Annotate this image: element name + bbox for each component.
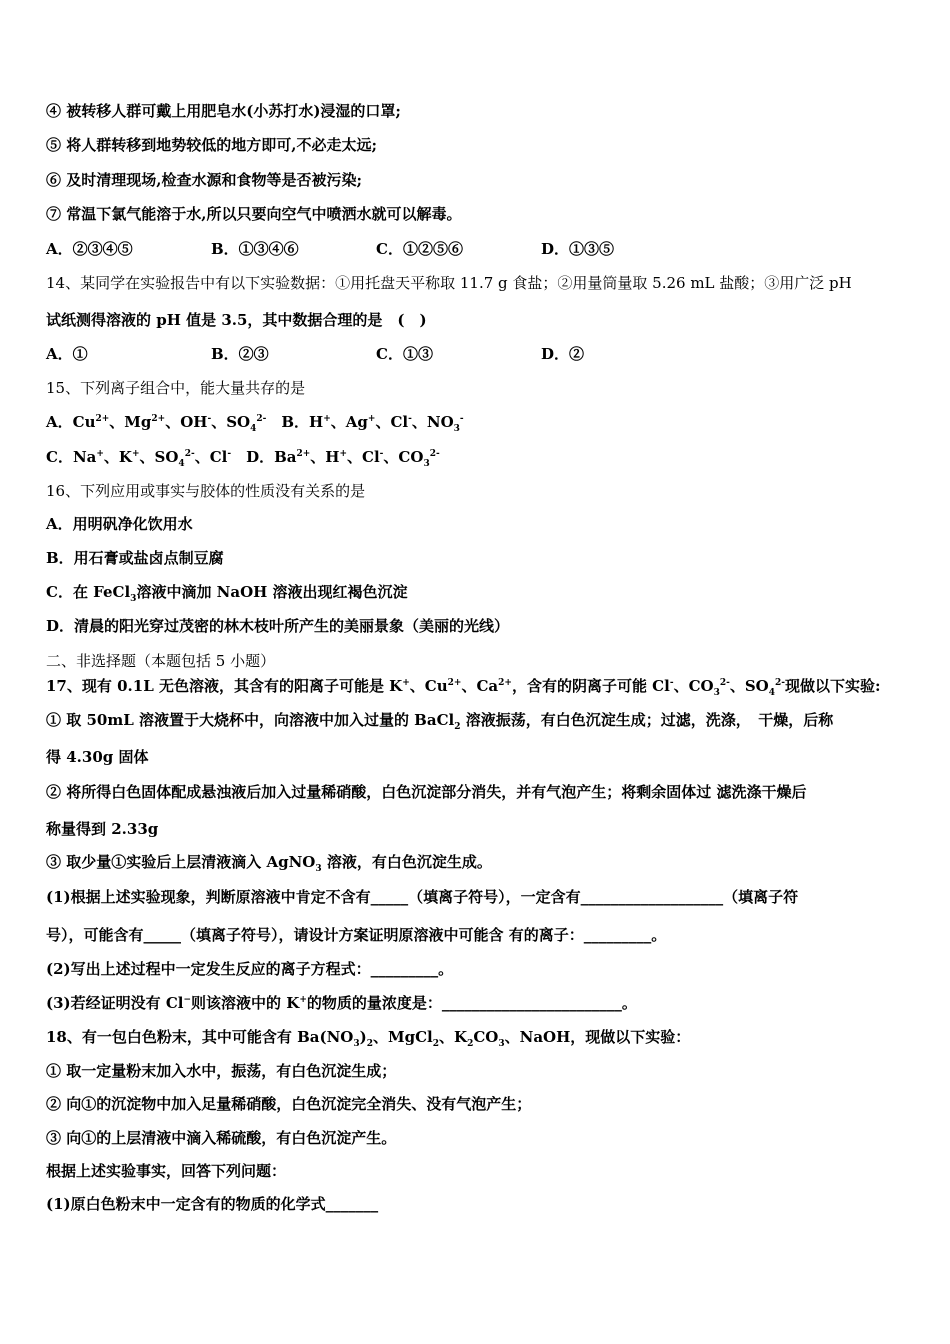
q18-step3: ③ 向①的上层清液中滴入稀硫酸，有白色沉淀产生。	[46, 1129, 397, 1147]
q15-options-cd: C．Na+、K+、$SO_4^{2-}$、Cl- D．$Ba^{2+}$、H+、Cl-、$CO_3^{2-}$	[46, 448, 440, 469]
q17-part1-line1: (1)根据上述实验现象，判断原溶液中肯定不含有_____（填离子符号），一定含有___________________（填离子符	[46, 888, 799, 906]
q13-option-a: A．②③④⑤	[46, 240, 133, 258]
q17-exp1-line2: 得 4.30g 固体	[46, 748, 149, 766]
q13-item-4: ④ 被转移人群可戴上用肥皂水(小苏打水)浸湿的口罩;	[46, 102, 401, 120]
q14-option-c: C．①③	[376, 345, 433, 363]
q17-part3: (3)若经证明没有 Cl−则该溶液中的 K+的物质的量浓度是：________________________。	[46, 994, 637, 1012]
q14-option-a: A．①	[46, 345, 88, 363]
q16-option-d: D．清晨的阳光穿过茂密的林木枝叶所产生的美丽景象（美丽的光线）	[46, 617, 510, 635]
q15-options-ab: A．$Cu^{2+}$、$Mg^{2+}$、OH-、$SO_4^{2-}$ B．H+、Ag+、Cl-、$NO_3^-$	[46, 413, 464, 434]
q14-option-d: D．②	[541, 345, 585, 363]
q14-option-b: B．②③	[211, 345, 269, 363]
q18-prompt: 根据上述实验事实，回答下列问题：	[46, 1162, 287, 1180]
q17-stem: 17、现有 0.1L 无色溶液，其含有的阳离子可能是 K+、$Cu^{2+}$、$Ca^{2+}$，含有的阴离子可能 Cl-、$CO_3^{2-}$、$SO_4^{2-}$现做以下实验:	[46, 677, 881, 698]
q14-stem-line1: 14、某同学在实验报告中有以下实验数据：①用托盘天平称取 11.7 g 食盐；②用量筒量取 5.26 mL 盐酸；③用广泛 pH	[46, 274, 852, 292]
q13-option-c: C．①②⑤⑥	[376, 240, 463, 258]
q18-step2: ② 向①的沉淀物中加入足量稀硝酸，白色沉淀完全消失、没有气泡产生；	[46, 1095, 532, 1113]
q16-c-post: 溶液中滴加 NaOH 溶液出现红褐色沉淀	[136, 583, 408, 601]
q16-c-pre: C．在 FeCl	[46, 583, 131, 601]
q14-options	[46, 344, 584, 364]
q18-part1: (1)原白色粉末中一定含有的物质的化学式_______	[46, 1195, 379, 1213]
q16-option-c	[46, 582, 408, 602]
q17-part1-line2: 号），可能含有_____（填离子符号），请设计方案证明原溶液中可能含 有的离子：_________。	[46, 926, 667, 944]
q13-options	[46, 239, 614, 259]
q17-exp1-line1: ① 取 50mL 溶液置于大烧杯中，向溶液中加入过量的 BaCl$_2$ 溶液振荡，有白色沉淀生成；过滤，洗涤， 干燥，后称	[46, 711, 834, 732]
q16-stem: 16、下列应用或事实与胶体的性质没有关系的是	[46, 482, 366, 500]
q17-exp3: ③ 取少量①实验后上层清液滴入 AgNO$_3$ 溶液，有白色沉淀生成。	[46, 853, 492, 874]
section-title: 二、非选择题（本题包括 5 小题）	[46, 652, 276, 670]
q18-stem: 18、有一包白色粉末，其中可能含有 $Ba(NO_3)_2$、MgCl$_2$、$K_2CO_3$、NaOH，现做以下实验：	[46, 1028, 691, 1049]
q16-option-a: A．用明矾净化饮用水	[46, 515, 193, 533]
q13-option-d: D．①③⑤	[541, 240, 615, 258]
q15-stem: 15、下列离子组合中，能大量共存的是	[46, 379, 306, 397]
q16-option-b: B．用石膏或盐卤点制豆腐	[46, 549, 224, 567]
q18-step1: ① 取一定量粉末加入水中，振荡，有白色沉淀生成；	[46, 1062, 397, 1080]
q13-item-5: ⑤ 将人群转移到地势较低的地方即可,不必走太远;	[46, 136, 377, 154]
q17-exp2-line2: 称量得到 2.33g	[46, 820, 159, 838]
q13-item-7: ⑦ 常温下氯气能溶于水,所以只要向空气中喷洒水就可以解毒。	[46, 205, 462, 223]
q17-exp2-line1: ② 将所得白色固体配成悬浊液后加入过量稀硝酸，白色沉淀部分消失，并有气泡产生；将剩余固体过 滤洗涤干燥后	[46, 783, 807, 801]
q14-stem-line2: 试纸测得溶液的 pH 值是 3.5，其中数据合理的是 ( )	[46, 311, 427, 329]
q13-option-b: B．①③④⑥	[211, 240, 299, 258]
q17-part2: (2)写出上述过程中一定发生反应的离子方程式：_________。	[46, 960, 454, 978]
q13-item-6: ⑥ 及时清理现场,检查水源和食物等是否被污染;	[46, 171, 362, 189]
q16-c-sub: 3	[130, 594, 137, 604]
